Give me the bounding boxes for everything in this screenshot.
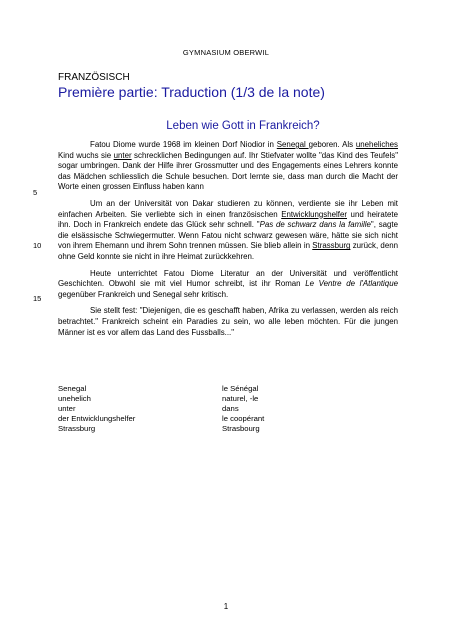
italic-title: Pas de schwarz dans la famille (259, 220, 371, 230)
text-run: Um an der Universität von Dakar studieren zu können, verdiente sie ihr Leben mit einfachen Arbeiten. Sie verliebte sich in einen französischen (58, 198, 398, 219)
text-run: gegenüber Frankreich und Senegal sehr kritisch. (58, 289, 229, 299)
vocabulary-row (58, 404, 378, 414)
text-run: zurück, denn ohne Geld konnte sie nicht in ihre Heimat zurückkehren. (58, 241, 398, 261)
paragraph (58, 140, 398, 193)
vocabulary-row (58, 394, 378, 404)
vocab-french: naturel, -le (222, 394, 259, 403)
vocab-german: Strassburg (58, 424, 96, 433)
vocab-french: Strasbourg (222, 424, 260, 433)
paragraph (58, 269, 398, 301)
line-number: 5 (33, 188, 38, 197)
page-title: Première partie: Traduction (1/3 de la note) (58, 84, 325, 100)
vocabulary-list (58, 384, 378, 434)
text-run: geboren. Als (308, 140, 356, 149)
underlined-term: Strassburg (312, 241, 351, 251)
text-body (58, 140, 398, 344)
underlined-term: Senegal (276, 140, 309, 149)
vocab-german: unter (58, 404, 76, 413)
vocab-french: le coopérant (222, 414, 265, 423)
vocab-french: dans (222, 404, 239, 413)
subject-label: FRANZÖSISCH (58, 72, 130, 83)
vocabulary-row (58, 424, 378, 434)
vocab-french: le Sénégal (222, 384, 259, 393)
text-run: Fatou Diome wurde 1968 im kleinen Dorf Niodior in (90, 140, 277, 149)
text-run: und heiratete ihn. Doch in Frankreich endete das Glück sehr schnell. " (58, 209, 398, 230)
paragraph (58, 306, 398, 338)
school-header: GYMNASIUM OBERWIL (182, 48, 270, 57)
text-title: Leben wie Gott in Frankreich? (166, 120, 320, 132)
vocabulary-row (58, 414, 378, 424)
underlined-term: uneheliches (355, 140, 399, 149)
page-number: 1 (223, 602, 229, 611)
vocab-german: Senegal (58, 384, 87, 393)
text-run: Heute unterrichtet Fatou Diome Literatur an der Universität und veröffentlicht Geschichten. Obwohl sie mit viel Humor schreibt, ist ihr Roman (58, 268, 398, 289)
vocab-german: unehelich (58, 394, 91, 403)
line-number: 10 (33, 241, 42, 250)
italic-title: Le Ventre de l'Atlantique (305, 279, 398, 289)
text-run: Sie stellt fest: "Diejenigen, die es geschafft haben, Afrika zu verlassen, werden als reich betrachtet." Frankreich scheint ein Paradies zu sein, wo alle leben möchten. Für die jungen Männer ist es vor allem das Land des Fussballs..." (58, 306, 398, 337)
text-run: Kind wuchs sie (58, 150, 114, 160)
paragraph (58, 199, 398, 263)
line-number: 15 (33, 294, 42, 303)
text-run: schrecklichen Bedingungen auf. Ihr Stiefvater wollte "das Kind des Teufels" sogar umbringen. Dank der Hilfe ihrer Grossmutter und des Engagements eines Lehrers konnte das Mädchen schliesslich die Schule besuchen. Dort lernte sie, dass man durch die Macht der Worte einen grossen Einfluss haben kann (58, 150, 399, 192)
underlined-term: unter (113, 150, 132, 160)
vocabulary-row (58, 384, 378, 394)
text-run: ", sagte die elsässische Schwiegermutter. Wenn Fatou nicht schwarz gewesen wäre, hätte sie sich nicht von ihrem Ehemann und ihrem Sohn trennen müssen. Sie blieb allein in (58, 220, 398, 251)
underlined-term: Entwicklungshelfer (281, 209, 347, 219)
vocab-german: der Entwicklungshelfer (58, 414, 136, 423)
